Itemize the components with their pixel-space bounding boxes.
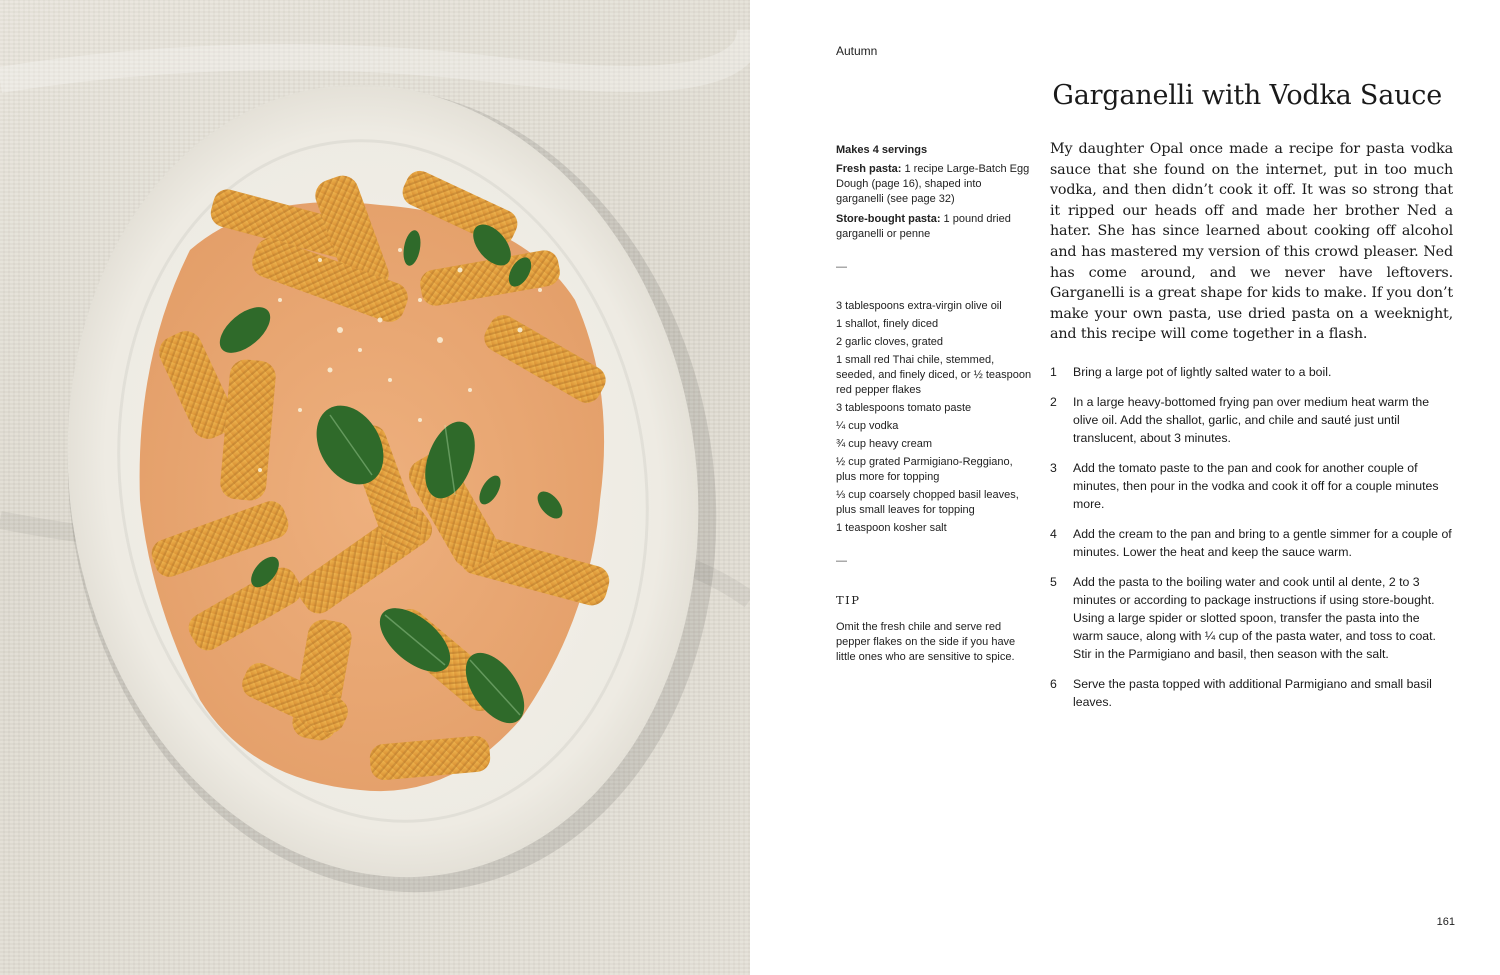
pasta-option (836, 212, 1032, 242)
method-step (1050, 393, 1453, 447)
method-step (1050, 363, 1453, 381)
method-steps (1050, 363, 1453, 711)
ingredient: ⅓ cup coarsely chopped basil leaves, plus small leaves for topping (836, 489, 1019, 516)
recipe-sidebar (836, 143, 1032, 665)
ingredient: 1 teaspoon kosher salt (836, 522, 947, 534)
pasta-option-text: 1 pound dried garganelli or penne (836, 213, 1011, 240)
pasta-option-label: Store-bought pasta: (836, 213, 941, 225)
step-number: 3 (1050, 460, 1057, 475)
pasta-option-text: 1 recipe Large-Batch Egg Dough (page 16), shaped into garganelli (see page 32) (836, 163, 1030, 205)
ingredient-list (836, 299, 1032, 536)
page-number: 161 (1436, 916, 1455, 928)
step-number: 5 (1050, 574, 1057, 589)
divider: — (836, 555, 847, 567)
ingredient: 1 small red Thai chile, stemmed, seeded, and finely diced, or ½ teaspoon red pepper flakes (836, 354, 1032, 396)
ingredient: ¾ cup heavy cream (836, 438, 932, 450)
step-number: 1 (1050, 364, 1057, 379)
method-step (1050, 675, 1453, 711)
divider: — (836, 261, 847, 273)
step-text: Serve the pasta topped with additional Parmigiano and small basil leaves. (1073, 676, 1432, 709)
method-step (1050, 525, 1453, 561)
step-text: Add the tomato paste to the pan and cook for another couple of minutes, then pour in the vodka and cook it off for a couple minutes more. (1073, 460, 1439, 511)
ingredient: 2 garlic cloves, grated (836, 336, 943, 348)
pasta-option (836, 162, 1032, 207)
step-text: Add the pasta to the boiling water and cook until al dente, 2 to 3 minutes or according to package instructions if using store-bought. Using a large spider or slotted spoon, transfer the pasta into the warm sauce, along with ¼ cup of the pasta water, and toss to coat. Stir in the Parmigiano and basil, then season with the salt. (1073, 574, 1436, 661)
tip-text: Omit the fresh chile and serve red pepper flakes on the side if you have little ones who are sensitive to spice. (836, 621, 1016, 663)
yield: Makes 4 servings (836, 144, 928, 156)
pasta-option-label: Fresh pasta: (836, 163, 902, 175)
ingredient: 3 tablespoons tomato paste (836, 402, 972, 414)
running-head: Autumn (836, 44, 878, 58)
headnote: My daughter Opal once made a recipe for pasta vodka sauce that she found on the internet, put in too much vodka, and then didn’t cook it off. It was so strong that it ripped our heads off and made her brother Ned a hater. She has since learned about cooking off alcohol and has mastered my version of this crowd pleaser. Ned has come around, and we never have leftovers. Garganelli is a great shape for kids to make. If you don’t make your own pasta, use dried pasta on a weeknight, and this recipe will come together in a flash. (1050, 141, 1453, 343)
step-text: Add the cream to the pan and bring to a gentle simmer for a couple of minutes. Lower the heat and keep the sauce warm. (1073, 526, 1452, 559)
method-step (1050, 459, 1453, 513)
ingredient: 3 tablespoons extra-virgin olive oil (836, 300, 1002, 312)
step-text: In a large heavy-bottomed frying pan over medium heat warm the olive oil. Add the shallot, garlic, and chile and sauté just until translucent, about 3 minutes. (1073, 394, 1430, 445)
step-text: Bring a large pot of lightly salted water to a boil. (1073, 364, 1332, 379)
ingredient: 1 shallot, finely diced (836, 318, 939, 330)
recipe-main-column (1050, 139, 1453, 723)
recipe-title: Garganelli with Vodka Sauce (1052, 80, 1442, 111)
ingredient: ½ cup grated Parmigiano-Reggiano, plus more for topping (836, 456, 1013, 483)
step-number: 2 (1050, 394, 1057, 409)
tip-heading: TIP (836, 593, 861, 607)
method-step (1050, 573, 1453, 663)
recipe-page (750, 0, 1500, 975)
ingredient: ¼ cup vodka (836, 420, 899, 432)
step-number: 4 (1050, 526, 1057, 541)
step-number: 6 (1050, 676, 1057, 691)
